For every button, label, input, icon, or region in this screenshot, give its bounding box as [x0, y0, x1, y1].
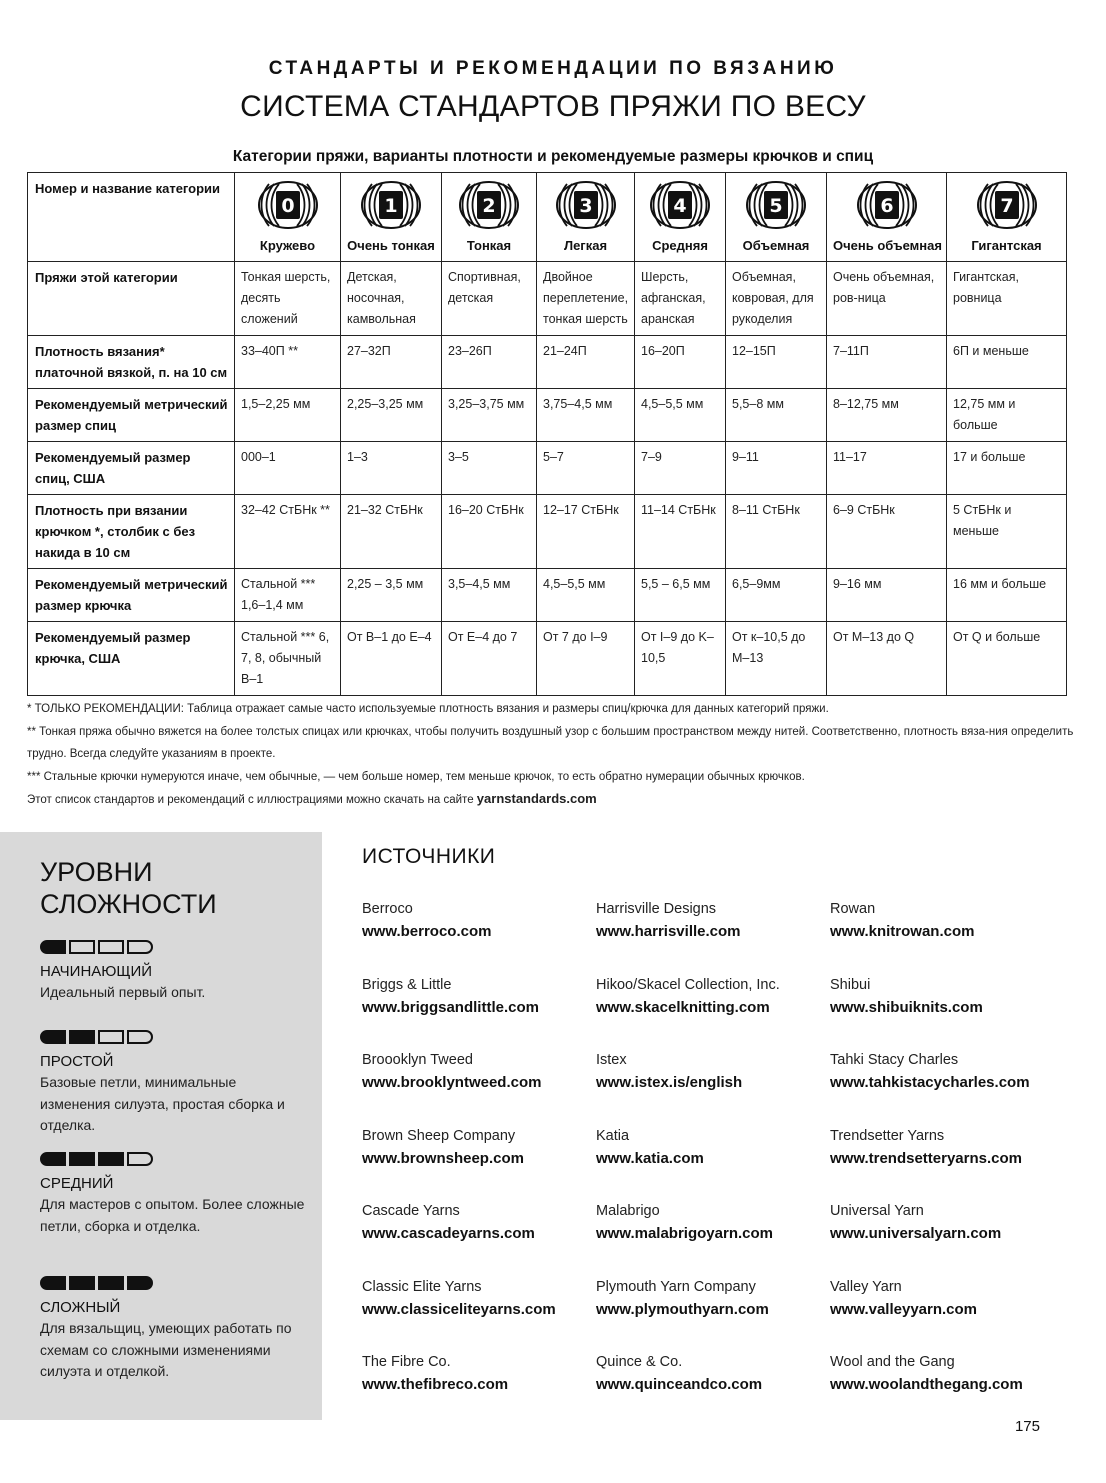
difficulty-level-description: Для мастеров с опытом. Более сложные петли, сборка и отделка. [40, 1196, 305, 1234]
page-number: 175 [1014, 1418, 1040, 1435]
table-cell: 33–40П ** [235, 336, 341, 389]
row-label: Рекомендуемый размер крючка, США [28, 622, 235, 696]
source-name: Valley Yarn [830, 1278, 902, 1295]
source-url-link[interactable]: www.skacelknitting.com [596, 998, 770, 1016]
source-entry [830, 898, 1070, 944]
table-cell: Стальной *** 6, 7, 8, обычный B–1 [235, 622, 341, 696]
table-cell: Тонкая шерсть, десять сложений [235, 262, 341, 336]
source-url-link[interactable]: www.brownsheep.com [362, 1149, 524, 1167]
difficulty-title-line-1: УРОВНИ [40, 857, 153, 887]
table-cell: 3–5 [442, 442, 537, 495]
table-cell: 6П и меньше [947, 336, 1067, 389]
table-cell: От 7 до I–9 [537, 622, 635, 696]
source-entry [596, 1276, 836, 1322]
source-name: Tahki Stacy Charles [830, 1052, 959, 1068]
difficulty-bar-empty [127, 940, 153, 954]
table-cell: 8–12,75 мм [827, 389, 947, 442]
source-url-link[interactable]: www.thefibreco.com [362, 1376, 509, 1393]
category-header-3 [537, 173, 635, 262]
row-label: Плотность при вязании крючком *, столбик с без накида в 10 см [28, 495, 235, 569]
source-url-link[interactable]: www.malabrigoyarn.com [596, 1225, 773, 1242]
source-entry [596, 1049, 836, 1095]
row-label: Плотность вязания* платочной вязкой, п. на 10 см [28, 336, 235, 389]
table-cell: 9–11 [726, 442, 827, 495]
source-entry [830, 1351, 1070, 1397]
source-entry [830, 1200, 1070, 1246]
footnote-2: ** Тонкая пряжа обычно вяжется на более толстых спицах или крючках, чтобы получить воздушный узор с большим пространством между нитей. Соответственно, плотность вяза-ния определить трудно. Всегда следуйте указаниям в проекте. [27, 725, 1074, 760]
source-entry [362, 1049, 602, 1095]
table-cell: Спортивная, детская [442, 262, 537, 336]
category-header-7 [947, 173, 1067, 262]
table-cell: 21–32 СтБНк [341, 495, 442, 569]
source-name: Istex [596, 1052, 627, 1068]
category-header-2 [442, 173, 537, 262]
source-name: Universal Yarn [830, 1203, 924, 1219]
table-cell: Гигантская, ровница [947, 262, 1067, 336]
category-number: 6 [879, 195, 894, 217]
source-name: Katia [596, 1127, 630, 1144]
table-row [28, 569, 1067, 622]
category-name: Средняя [652, 238, 708, 253]
difficulty-bar-empty [127, 1030, 153, 1044]
source-entry [830, 1125, 1070, 1171]
table-cell: 23–26П [442, 336, 537, 389]
row-label: Рекомендуемый метрический размер спиц [28, 389, 235, 442]
yarnstandards-link[interactable]: yarnstandards.com [476, 791, 597, 806]
difficulty-level-name: СЛОЖНЫЙ [40, 1299, 121, 1316]
category-number: 4 [673, 195, 687, 217]
source-name: Briggs & Little [362, 976, 452, 993]
table-cell: От I–9 до K–10,5 [635, 622, 726, 696]
difficulty-bar-filled [40, 1030, 66, 1044]
difficulty-level [40, 1030, 310, 1137]
category-name: Очень тонкая [347, 238, 435, 253]
difficulty-bar-filled [69, 1276, 95, 1290]
table-cell: 8–11 СтБНк [726, 495, 827, 569]
page-title: СИСТЕМА СТАНДАРТОВ ПРЯЖИ ПО ВЕСУ [240, 90, 866, 123]
table-cell: 3,25–3,75 мм [442, 389, 537, 442]
difficulty-level-name: СРЕДНИЙ [40, 1175, 114, 1192]
table-cell: 11–17 [827, 442, 947, 495]
category-name: Очень объемная [833, 238, 942, 253]
table-cell: От к–10,5 до M–13 [726, 622, 827, 696]
table-cell: 27–32П [341, 336, 442, 389]
table-cell: От Q и больше [947, 622, 1067, 696]
source-url-link[interactable]: www.classiceliteyarns.com [362, 1300, 556, 1318]
table-header-row [28, 173, 1067, 262]
table-cell: Детская, носочная, камвольная [341, 262, 442, 336]
table-cell: 1–3 [341, 442, 442, 495]
yarn-skein-icon [745, 180, 807, 230]
table-row [28, 442, 1067, 495]
source-url-link[interactable]: www.briggsandlittle.com [362, 998, 539, 1016]
source-entry [362, 898, 602, 944]
difficulty-level [40, 1276, 310, 1383]
source-name: Shibui [830, 976, 871, 993]
source-name: Trendsetter Yarns [830, 1127, 945, 1144]
source-entry [362, 974, 602, 1020]
table-cell: 9–16 мм [827, 569, 947, 622]
difficulty-indicator [40, 1152, 310, 1168]
row-label: Пряжи этой категории [28, 262, 235, 336]
yarn-skein-icon [458, 180, 520, 230]
yarn-weight-table [27, 172, 1067, 696]
footnote-1: * ТОЛЬКО РЕКОМЕНДАЦИИ: Таблица отражает самые часто используемые плотность вязания и размеры спиц/крючка для данных категорий пряжи. [27, 703, 829, 715]
source-entry [596, 1200, 836, 1246]
category-header-1 [341, 173, 442, 262]
difficulty-bar-filled [69, 1152, 95, 1166]
source-name: Cascade Yarns [362, 1203, 460, 1219]
source-url-link[interactable]: www.valleyyarn.com [830, 1300, 978, 1318]
source-url-link[interactable]: www.knitrowan.com [830, 923, 975, 940]
table-cell: От E–4 до 7 [442, 622, 537, 696]
corner-label: Номер и название категории [28, 173, 235, 262]
table-row [28, 389, 1067, 442]
source-name: Quince & Co. [596, 1354, 683, 1370]
source-entry [362, 1125, 602, 1171]
source-name: Hikoo/Skacel Collection, Inc. [596, 976, 780, 993]
category-number: 0 [280, 195, 295, 217]
source-url-link[interactable]: www.cascadeyarns.com [362, 1225, 535, 1242]
footnote-download [27, 788, 1077, 812]
yarn-skein-icon [360, 180, 422, 230]
difficulty-levels-panel [0, 832, 322, 1420]
source-name: Classic Elite Yarns [362, 1278, 482, 1295]
difficulty-bar-filled [40, 940, 66, 954]
table-row [28, 622, 1067, 696]
footnote-3: *** Стальные крючки нумеруются иначе, чем обычные, — чем больше номер, тем меньше крючок, то есть обратно нумерации обычных крючков. [27, 770, 805, 783]
source-name: Wool and the Gang [830, 1354, 955, 1370]
source-name: Berroco [362, 901, 413, 917]
table-cell: 1,5–2,25 мм [235, 389, 341, 442]
row-label: Рекомендуемый размер спиц, США [28, 442, 235, 495]
table-cell: 5,5–8 мм [726, 389, 827, 442]
table-cell: 5 СтБНк и меньше [947, 495, 1067, 569]
source-url-link[interactable]: www.istex.is/english [596, 1074, 743, 1091]
category-header-5 [726, 173, 827, 262]
table-caption: Категории пряжи, варианты плотности и рекомендуемые размеры крючков и спиц [232, 148, 874, 165]
table-cell: 6–9 СтБНк [827, 495, 947, 569]
table-cell: Двойное переплетение, тонкая шерсть [537, 262, 635, 336]
table-cell: 2,25 – 3,5 мм [341, 569, 442, 622]
yarn-skein-icon [856, 180, 918, 230]
source-url-link[interactable]: www.tahkistacycharles.com [830, 1074, 1030, 1091]
source-entry [830, 1276, 1070, 1322]
difficulty-bar-empty [98, 940, 124, 954]
table-cell: 3,5–4,5 мм [442, 569, 537, 622]
source-name: Malabrigo [596, 1203, 660, 1219]
table-cell: От M–13 до Q [827, 622, 947, 696]
category-name: Гигантская [971, 238, 1042, 253]
category-number: 2 [482, 195, 496, 217]
source-url-link[interactable]: www.woolandthegang.com [830, 1376, 1023, 1393]
difficulty-title-line-2: СЛОЖНОСТИ [40, 889, 217, 919]
difficulty-bar-filled [69, 1030, 95, 1044]
table-cell: 5,5 – 6,5 мм [635, 569, 726, 622]
difficulty-indicator [40, 1276, 310, 1292]
yarn-skein-icon [976, 180, 1038, 230]
table-cell: Шерсть, афганская, аранская [635, 262, 726, 336]
source-name: Brown Sheep Company [362, 1127, 516, 1144]
source-url-link[interactable]: www.harrisville.com [596, 923, 741, 940]
difficulty-indicator [40, 940, 310, 956]
table-cell: 21–24П [537, 336, 635, 389]
source-entry [596, 898, 836, 944]
difficulty-bar-filled [98, 1152, 124, 1166]
source-url-link[interactable]: www.katia.com [596, 1149, 704, 1167]
source-entry [830, 1049, 1070, 1095]
difficulty-level-description: Идеальный первый опыт. [40, 984, 206, 1000]
table-cell: 12–15П [726, 336, 827, 389]
table-cell: 11–14 СтБНк [635, 495, 726, 569]
footnote-download-text: Этот список стандартов и рекомендаций с иллюстрациями можно скачать на сайте [27, 794, 477, 806]
yarn-skein-icon [649, 180, 711, 230]
table-cell: 000–1 [235, 442, 341, 495]
table-cell: 16–20 СтБНк [442, 495, 537, 569]
footnotes [27, 698, 1077, 812]
table-cell: 7–9 [635, 442, 726, 495]
section-kicker: СТАНДАРТЫ И РЕКОМЕНДАЦИИ ПО ВЯЗАНИЮ [268, 58, 838, 79]
table-cell: От B–1 до E–4 [341, 622, 442, 696]
source-name: Harrisville Designs [596, 901, 717, 917]
table-cell: 4,5–5,5 мм [635, 389, 726, 442]
table-cell: 7–11П [827, 336, 947, 389]
table-cell: 12,75 мм и больше [947, 389, 1067, 442]
table-cell: 32–42 СтБНк ** [235, 495, 341, 569]
source-url-link[interactable]: www.brooklyntweed.com [362, 1074, 542, 1091]
category-header-6 [827, 173, 947, 262]
difficulty-level-description: Для вязальщиц, умеющих работать по схемам со сложными изменениями силуэта и отделкой. [40, 1320, 292, 1379]
table-cell: 16–20П [635, 336, 726, 389]
difficulty-indicator [40, 1030, 310, 1046]
table-row [28, 495, 1067, 569]
source-name: Plymouth Yarn Company [596, 1278, 756, 1295]
yarn-skein-icon [257, 180, 319, 230]
source-name: The Fibre Co. [362, 1354, 451, 1370]
source-entry [596, 974, 836, 1020]
table-row [28, 262, 1067, 336]
source-name: Rowan [830, 901, 876, 917]
difficulty-bar-filled [127, 1276, 153, 1290]
category-number: 3 [578, 195, 593, 217]
source-entry [830, 974, 1070, 1020]
source-entry [362, 1351, 602, 1397]
difficulty-levels-title [40, 856, 217, 920]
table-cell: 3,75–4,5 мм [537, 389, 635, 442]
difficulty-level-name: НАЧИНАЮЩИЙ [40, 963, 153, 980]
category-number: 5 [769, 195, 783, 217]
source-url-link[interactable]: www.plymouthyarn.com [596, 1300, 769, 1318]
category-header-0 [235, 173, 341, 262]
sources-title: ИСТОЧНИКИ [362, 845, 496, 868]
difficulty-bar-filled [40, 1152, 66, 1166]
table-cell: 17 и больше [947, 442, 1067, 495]
difficulty-level [40, 1152, 310, 1237]
table-cell: Очень объемная, ров-ница [827, 262, 947, 336]
source-url-link[interactable]: www.shibuiknits.com [830, 998, 983, 1016]
difficulty-bar-filled [98, 1276, 124, 1290]
row-label: Рекомендуемый метрический размер крючка [28, 569, 235, 622]
source-url-link[interactable]: www.trendsetteryarns.com [830, 1149, 1023, 1167]
difficulty-bar-empty [98, 1030, 124, 1044]
difficulty-level-description: Базовые петли, минимальные изменения силуэта, простая сборка и отделка. [40, 1074, 285, 1133]
source-entry [362, 1200, 602, 1246]
category-number: 7 [999, 195, 1014, 217]
source-url-link[interactable]: www.universalyarn.com [830, 1225, 1002, 1242]
category-name: Кружево [259, 238, 316, 253]
yarn-skein-icon [555, 180, 617, 230]
difficulty-bar-filled [40, 1276, 66, 1290]
source-entry [596, 1125, 836, 1171]
table-cell: 4,5–5,5 мм [537, 569, 635, 622]
difficulty-level-name: ПРОСТОЙ [40, 1053, 114, 1070]
category-header-4 [635, 173, 726, 262]
table-cell: 6,5–9мм [726, 569, 827, 622]
table-cell: 16 мм и больше [947, 569, 1067, 622]
category-name: Легкая [563, 238, 608, 253]
source-name: Broooklyn Tweed [362, 1052, 473, 1068]
difficulty-bar-empty [69, 940, 95, 954]
table-cell: 12–17 СтБНк [537, 495, 635, 569]
category-name: Тонкая [466, 238, 512, 253]
category-name: Объемная [742, 238, 810, 253]
difficulty-level [40, 940, 310, 1004]
source-entry [362, 1276, 602, 1322]
table-cell: 2,25–3,25 мм [341, 389, 442, 442]
table-cell: 5–7 [537, 442, 635, 495]
table-row [28, 336, 1067, 389]
category-number: 1 [384, 195, 398, 217]
source-url-link[interactable]: www.quinceandco.com [596, 1376, 763, 1393]
difficulty-bar-empty [127, 1152, 153, 1166]
source-url-link[interactable]: www.berroco.com [362, 923, 492, 940]
source-entry [596, 1351, 836, 1397]
table-cell: Объемная, ковровая, для рукоделия [726, 262, 827, 336]
table-cell: Стальной *** 1,6–1,4 мм [235, 569, 341, 622]
